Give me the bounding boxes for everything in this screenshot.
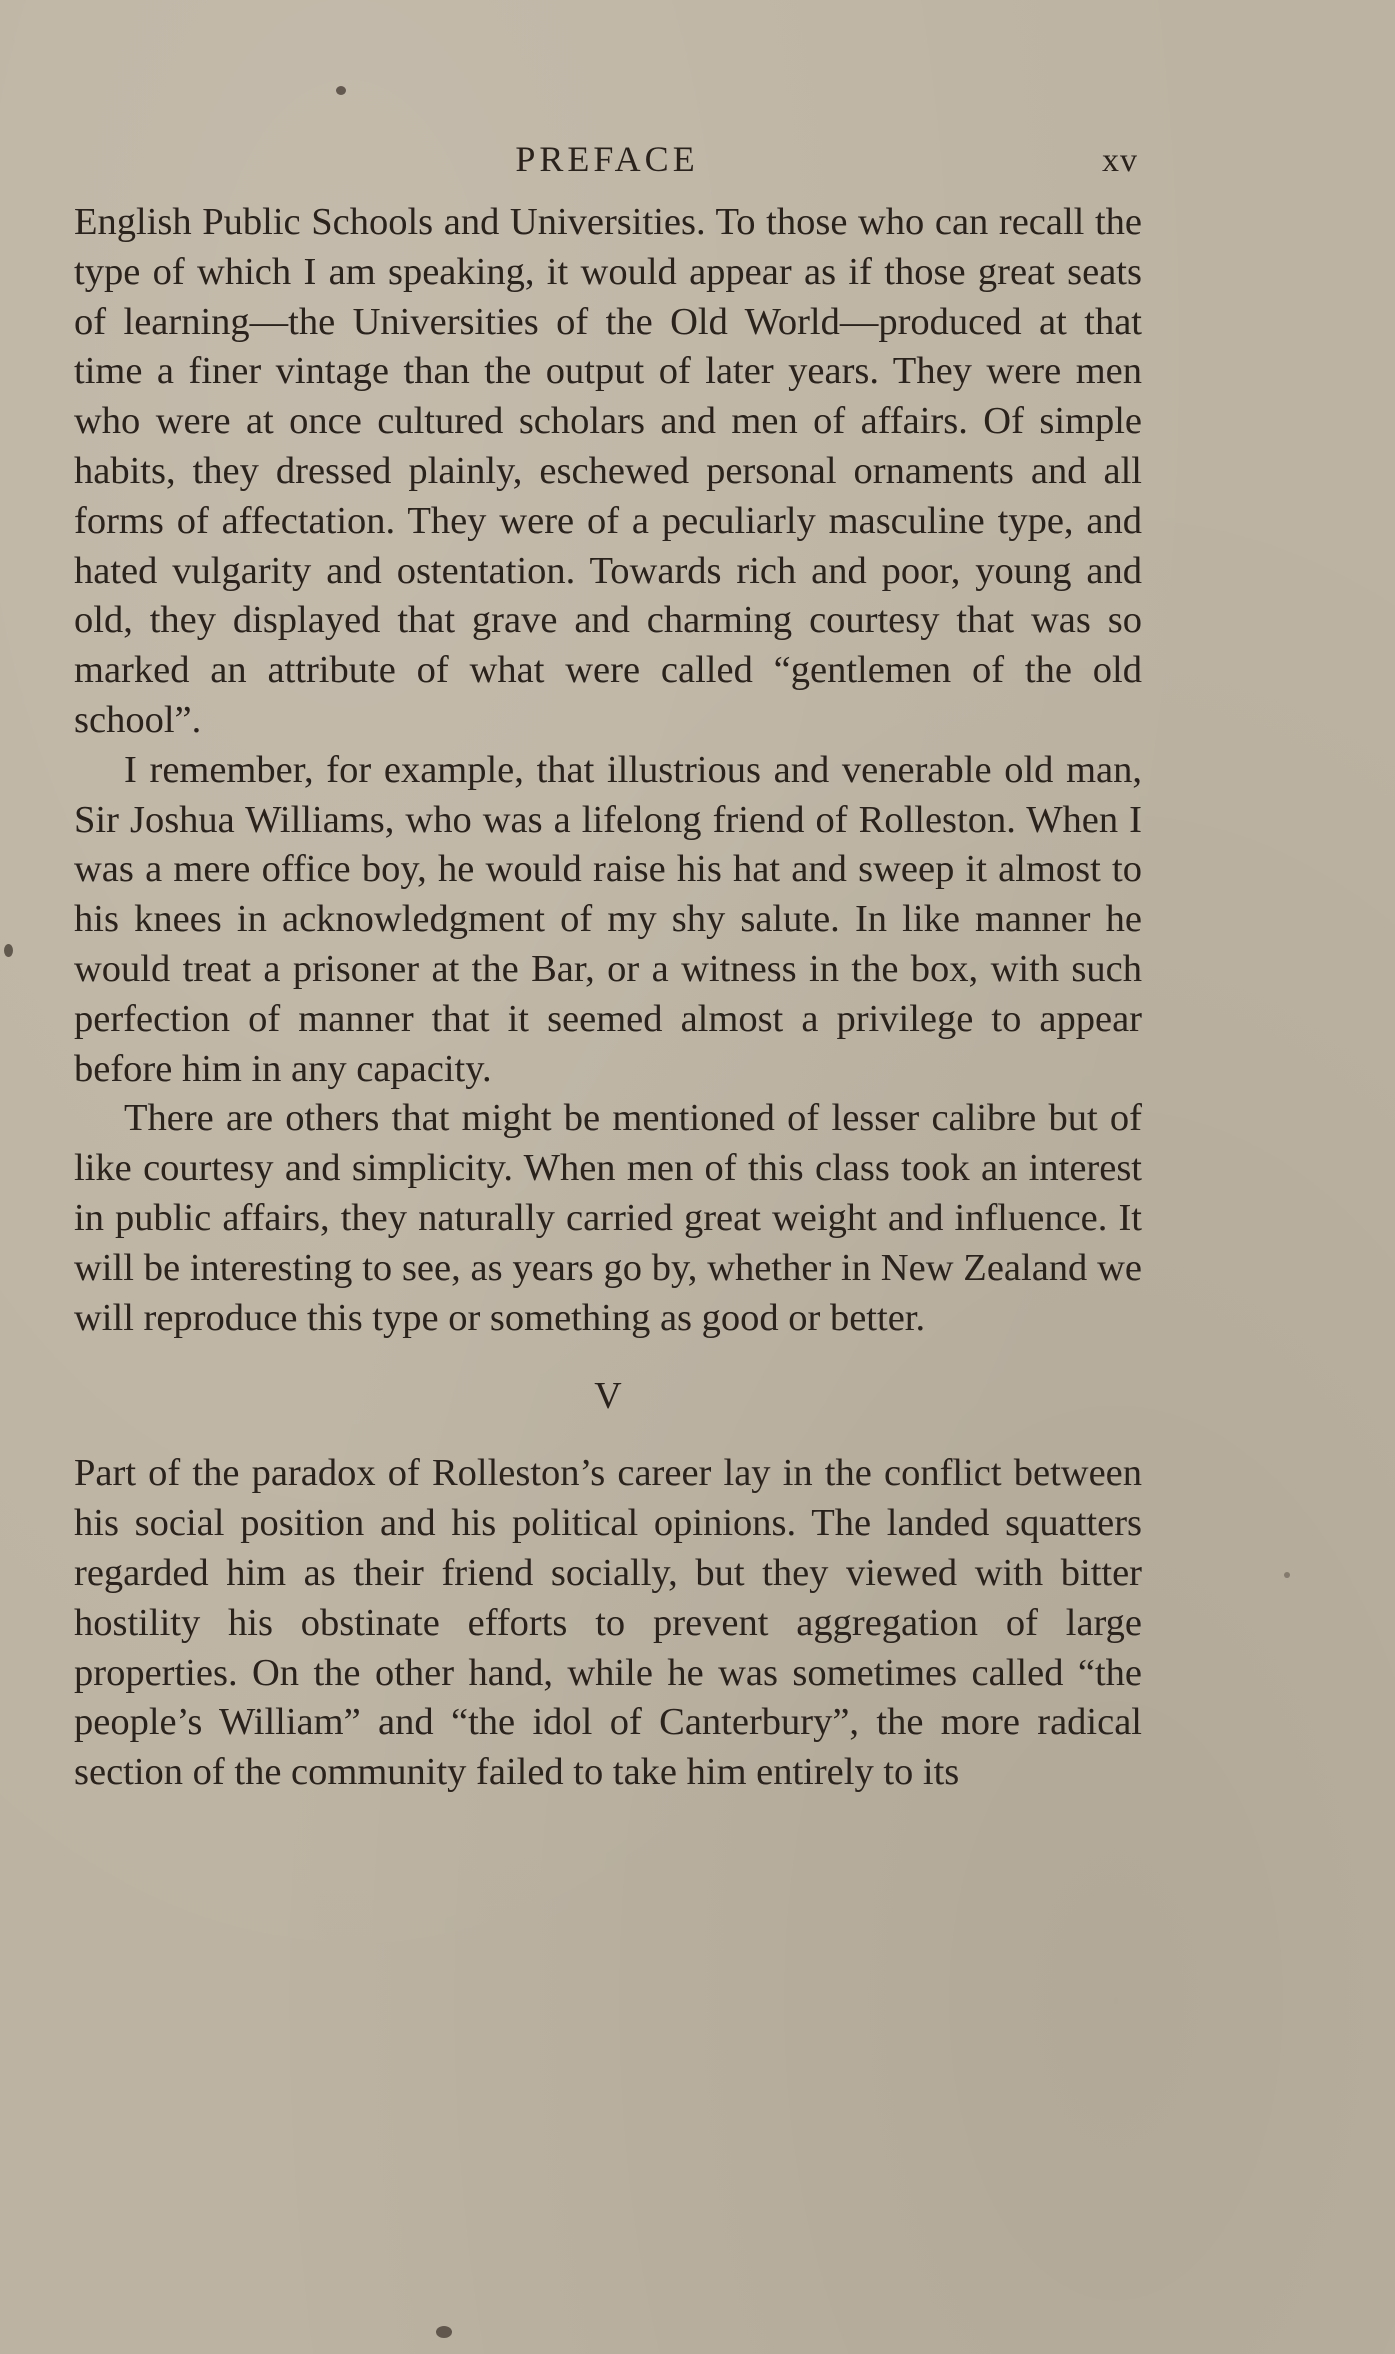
paragraph-joshua-williams: I remember, for example, that illustrious and venerable old man, Sir Joshua Williams, who was a lifelong friend of Rolleston. When I was a mere office boy, he would raise his hat and sweep it almost to his knees in acknowledgment of my shy salute. In like manner he would treat a prisoner at the Bar, or a witness in the box, with such perfection of manner that it seemed almost a privilege to appear before him in any capacity. — [74, 748, 1142, 1090]
ink-speck — [4, 944, 13, 957]
paragraph-paradox: Part of the paradox of Rolleston’s career lay in the conflict between his social position and his political opinions. The landed squatters regarded him as their friend socially, but they viewed with bitter hostility his obstinate efforts to prevent aggregation of large properties. On the other hand, while he was sometimes called “the people’s William” and “the idol of Canterbury”, the more radical section of the community failed to take him entirely to its — [74, 1452, 1142, 1794]
running-title: PREFACE — [515, 139, 699, 179]
page-number: xv — [1102, 142, 1138, 179]
ink-speck — [1284, 1572, 1290, 1578]
paragraph-continued: English Public Schools and Universities. To those who can recall the type of which I am speaking, it would appear as if those great seats of learning—the Universities of the Old World—produced at that time a finer vintage than the output of later years. They were men who were at once cultured scholars and men of affairs. Of simple habits, they dressed plainly, eschewed personal ornaments and all forms of affectation. They were of a peculiarly masculine type, and hated vulgarity and ostentation. Towards rich and poor, young and old, they displayed that grave and charming courtesy that was so marked an attribute of what were called “gentlemen of the old school”. — [74, 201, 1142, 741]
body-text — [74, 198, 1142, 1798]
section-heading: V — [594, 1375, 622, 1418]
ink-speck — [436, 2326, 452, 2338]
ink-speck — [336, 86, 346, 95]
paragraph-others: There are others that might be mentioned of lesser calibre but of like courtesy and simplicity. When men of this class took an interest in public affairs, they naturally carried great weight and influence. It will be interesting to see, as years go by, whether in New Zealand we will reproduce this type or something as good or better. — [74, 1097, 1142, 1339]
running-head — [72, 132, 1142, 192]
